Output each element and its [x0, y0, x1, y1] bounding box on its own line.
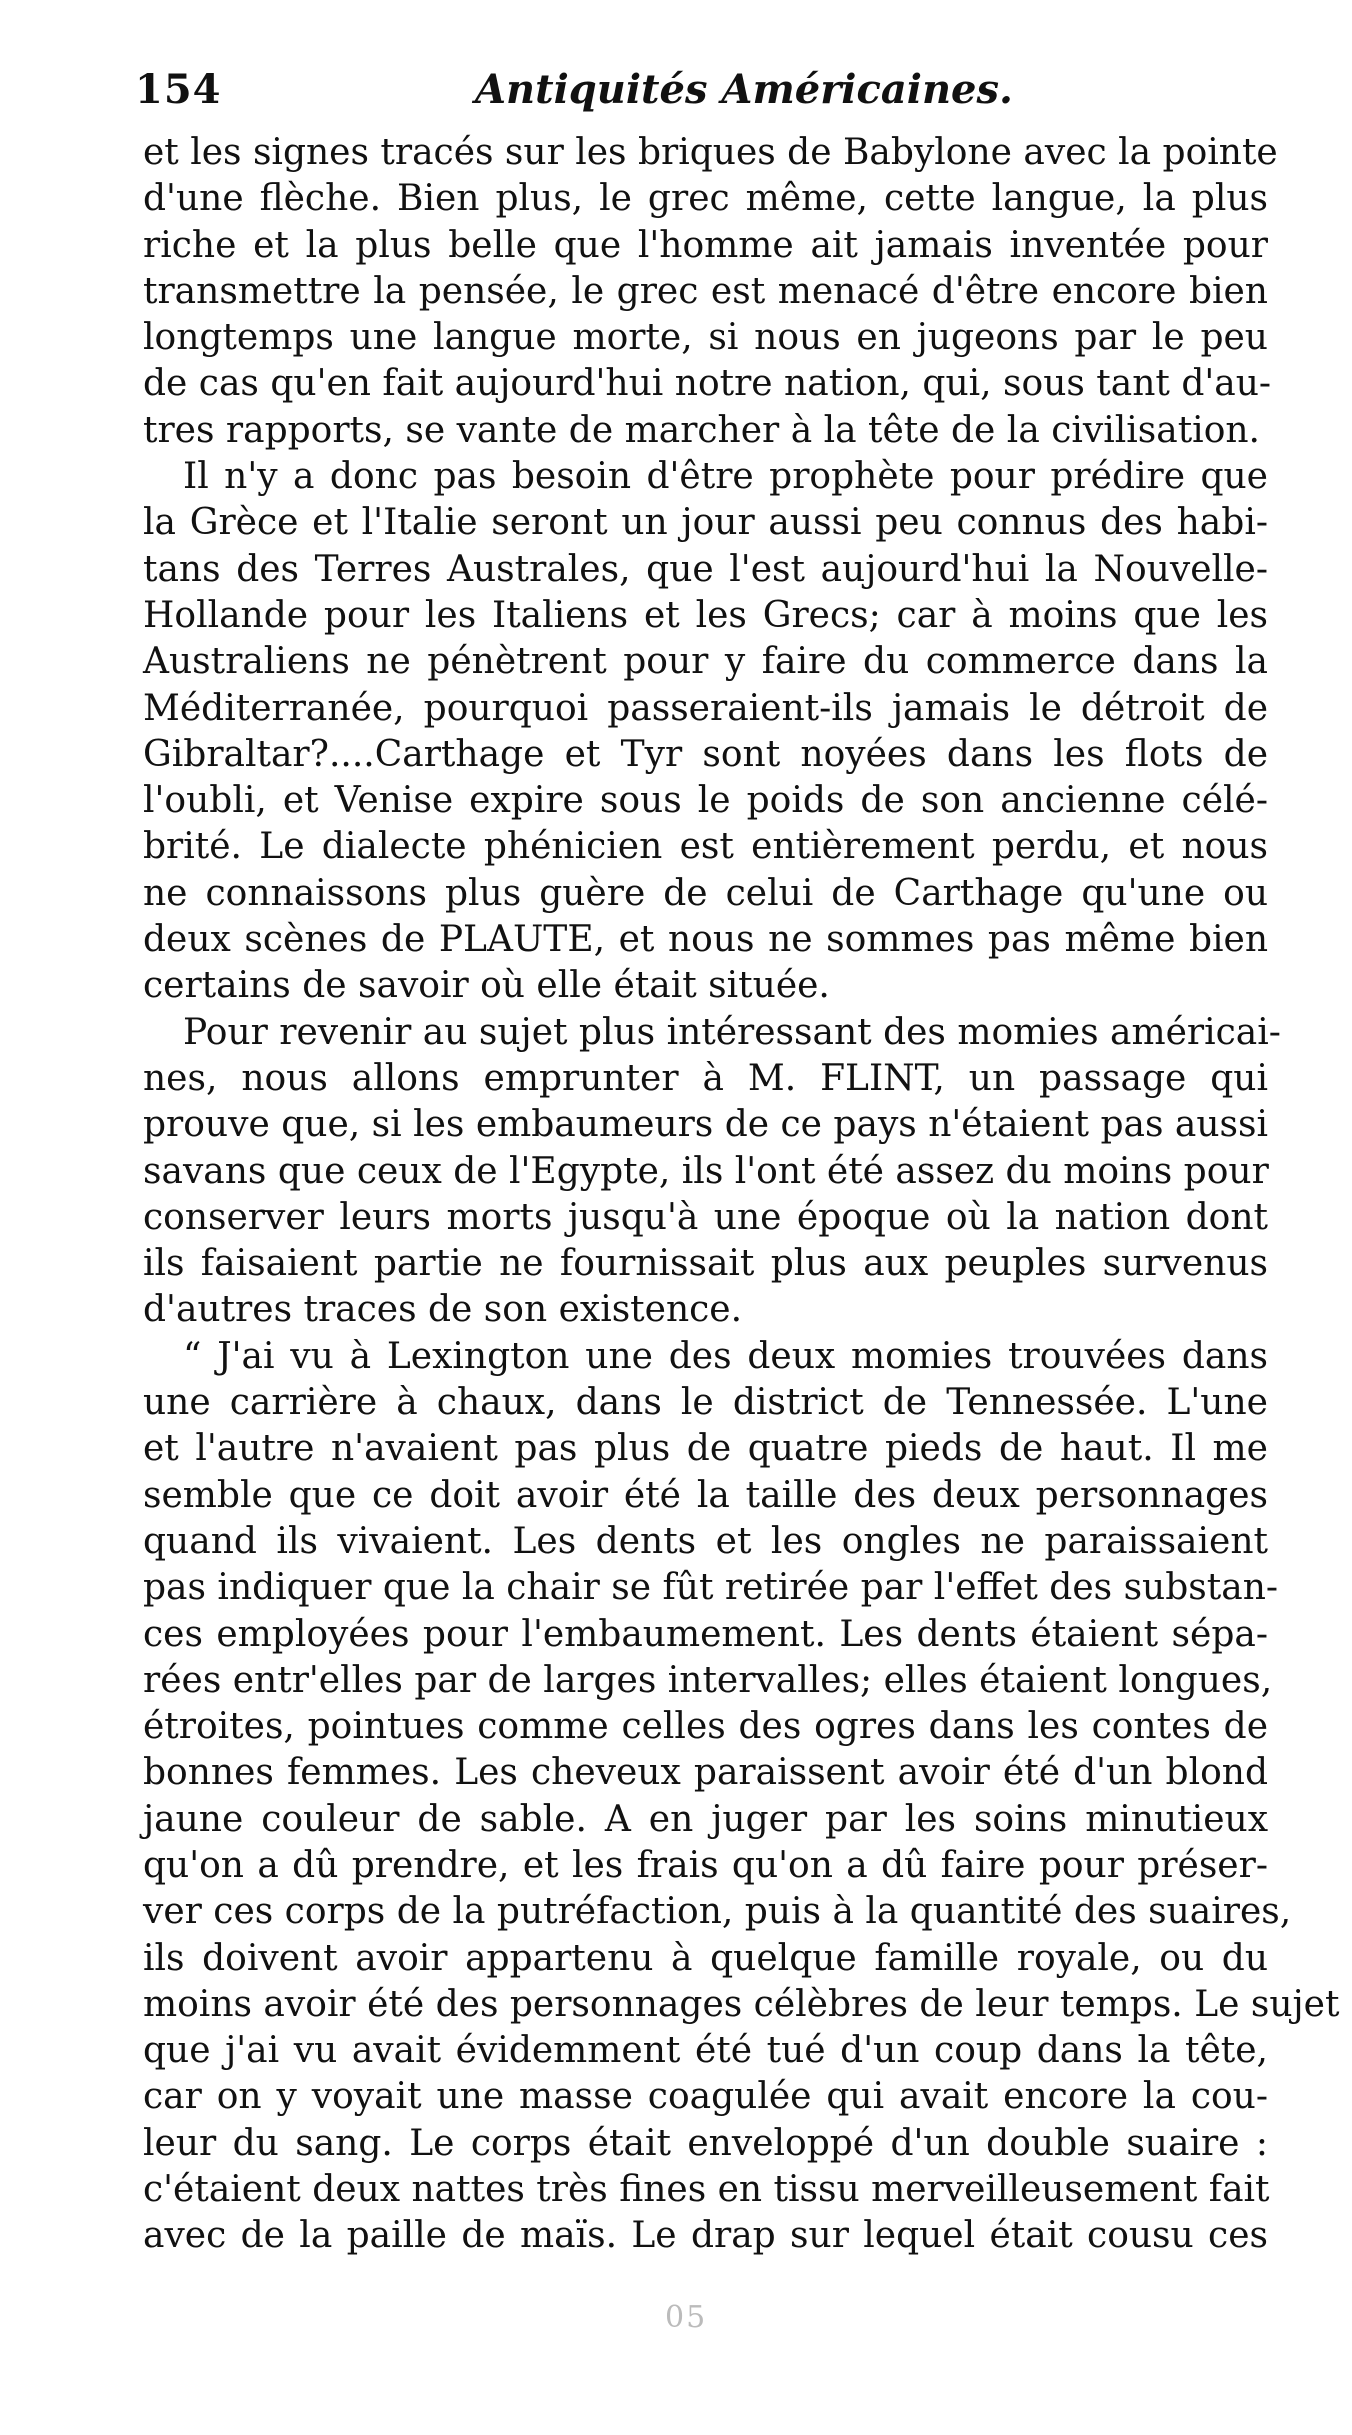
text-line: de cas qu'en fait aujourd'hui notre nation, qui, sous tant d'au-	[143, 363, 1272, 405]
text-line: savans que ceux de l'Egypte, ils l'ont été assez du moins pour	[143, 1150, 1269, 1192]
text-line: deux scènes de PLAUTE, et nous ne sommes pas même bien	[143, 919, 1268, 961]
text-line: ces employées pour l'embaumement. Les dents étaient sépa-	[143, 1613, 1268, 1655]
text-line: étroites, pointues comme celles des ogres dans les contes de	[143, 1706, 1268, 1748]
text-line: semble que ce doit avoir été la taille des deux personnages	[143, 1474, 1268, 1516]
text-line: ils doivent avoir appartenu à quelque famille royale, ou du	[143, 1937, 1268, 1979]
text-line: et l'autre n'avaient pas plus de quatre pieds de haut. Il me	[143, 1428, 1268, 1470]
text-line: Australiens ne pénètrent pour y faire du commerce dans la	[143, 641, 1268, 683]
text-line: leur du sang. Le corps était enveloppé d'un double suaire :	[143, 2122, 1268, 2164]
text-line: transmettre la pensée, le grec est menacé d'être encore bien	[143, 270, 1268, 312]
text-line: qu'on a dû prendre, et les frais qu'on a dû faire pour préser-	[143, 1844, 1268, 1886]
text-line: longtemps une langue morte, si nous en jugeons par le peu	[143, 317, 1268, 359]
text-line: nes, nous allons emprunter à M. FLINT, un passage qui	[143, 1057, 1268, 1099]
text-line: Gibraltar?....Carthage et Tyr sont noyées dans les flots de	[143, 733, 1268, 775]
text-line: d'une flèche. Bien plus, le grec même, cette langue, la plus	[143, 178, 1268, 220]
text-line: une carrière à chaux, dans le district de Tennessée. L'une	[143, 1382, 1268, 1424]
text-line: ver ces corps de la putréfaction, puis à la quantité des suaires,	[143, 1891, 1292, 1933]
text-line: moins avoir été des personnages célèbres de leur temps. Le sujet	[143, 1983, 1340, 2025]
text-line: avec de la paille de maïs. Le drap sur lequel était cousu ces	[143, 2215, 1268, 2257]
page-number: 154	[135, 66, 222, 113]
text-line: jaune couleur de sable. A en juger par les soins minutieux	[143, 1798, 1268, 1840]
text-line: l'oubli, et Venise expire sous le poids de son ancienne célé-	[143, 780, 1268, 822]
text-line: pas indiquer que la chair se fût retirée par l'effet des substan-	[143, 1567, 1279, 1609]
text-line: ils faisaient partie ne fournissait plus aux peuples survenus	[143, 1243, 1268, 1285]
text-line: car on y voyait une masse coagulée qui avait encore la cou-	[143, 2076, 1268, 2118]
footer-mark: 05	[665, 2300, 708, 2335]
body-text	[143, 130, 1340, 2260]
text-line: brité. Le dialecte phénicien est entièrement perdu, et nous	[143, 826, 1268, 868]
text-line: la Grèce et l'Italie seront un jour aussi peu connus des habi-	[143, 502, 1268, 544]
text-line: riche et la plus belle que l'homme ait jamais inventée pour	[143, 224, 1268, 266]
text-line: et les signes tracés sur les briques de Babylone avec la pointe	[143, 132, 1278, 173]
text-line: ne connaissons plus guère de celui de Carthage qu'une ou	[143, 872, 1268, 914]
text-line: Hollande pour les Italiens et les Grecs; car à moins que les	[143, 594, 1268, 636]
text-line: “ J'ai vu à Lexington une des deux momies trouvées dans	[183, 1335, 1268, 1377]
running-head: Antiquités Américaines.	[475, 66, 1013, 113]
text-line: c'étaient deux nattes très fines en tissu merveilleusement fait	[143, 2169, 1270, 2211]
text-line: tans des Terres Australes, que l'est aujourd'hui la Nouvelle-	[143, 548, 1268, 590]
text-line: rées entr'elles par de larges intervalles; elles étaient longues,	[143, 1659, 1273, 1701]
text-line: quand ils vivaient. Les dents et les ongles ne paraissaient	[143, 1520, 1268, 1562]
text-line: Pour revenir au sujet plus intéressant des momies américai-	[183, 1011, 1281, 1053]
text-line: que j'ai vu avait évidemment été tué d'un coup dans la tête,	[143, 2030, 1268, 2072]
text-line: Méditerranée, pourquoi passeraient-ils jamais le détroit de	[143, 687, 1268, 729]
text-line: Il n'y a donc pas besoin d'être prophète pour prédire que	[183, 456, 1268, 498]
text-line: bonnes femmes. Les cheveux paraissent avoir été d'un blond	[143, 1752, 1268, 1794]
text-line: conserver leurs morts jusqu'à une époque où la nation dont	[143, 1196, 1268, 1238]
text-line: prouve que, si les embaumeurs de ce pays n'étaient pas aussi	[143, 1104, 1268, 1146]
text-line: tres rapports, se vante de marcher à la tête de la civilisation.	[143, 409, 1261, 451]
text-line: d'autres traces de son existence.	[143, 1289, 743, 1331]
page-header	[135, 66, 1270, 126]
text-line: certains de savoir où elle était située.	[143, 965, 830, 1007]
